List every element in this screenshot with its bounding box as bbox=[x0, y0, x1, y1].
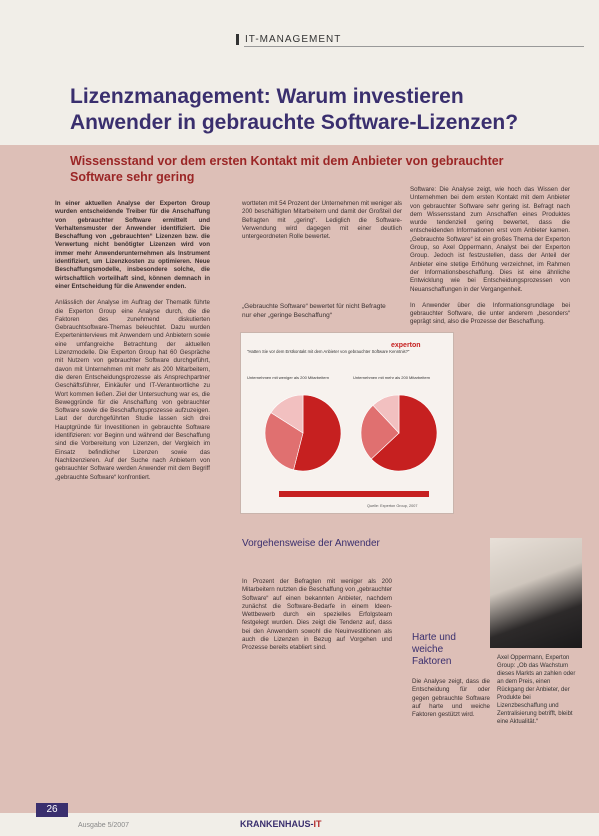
column-3-lower bbox=[412, 678, 490, 727]
publication-logo bbox=[240, 819, 322, 829]
page-number: 26 bbox=[36, 803, 68, 817]
pie-label-right: Unternehmen mit mehr als 200 Mitarbeitern bbox=[353, 375, 431, 380]
subheading-faktoren: Harte und weiche Faktoren bbox=[412, 632, 456, 667]
portrait-photo bbox=[490, 538, 582, 648]
body-paragraph: Software: Die Analyse zeigt, wie hoch das Wissen der Unternehmen bei dem ersten Kontakt mit dem Anbieter von gebrauchter Software sehr gering ist. Befragt nach dem Wissensstand zum Anschaffen eines Produktes wurde tendenziell gering bewertet, dass die entscheidenden Informationen erst vom Anbieter kamen. „Gebrauchte Software“ ist ein großes Thema der Experton Group, so Axel Oppermann, Analyst bei der Experton Group. Jedoch ist festzustellen, dass der Anteil der Anbieter eine stetige Erhöhung verzeichnet, im Rahmen der Informationsbeschaffung. Dies ist eine ähnliche Entwicklung wie bei Entscheidungsprozessen von Neuanschaffungen in der Vergangenheit. bbox=[410, 186, 570, 293]
subheadline: Wissensstand vor dem ersten Kontakt mit dem Anbieter von gebrauchter Software sehr gering bbox=[70, 154, 504, 184]
section-tag: IT-MANAGEMENT bbox=[236, 34, 341, 45]
photo-caption: Axel Oppermann, Experton Group: „Ob das Wachstum dieses Markts an zahlen oder an dem Preis, einen Rückgang der Anbieter, der Produkte bei Lizenzbeschaffung und Zentralisierung betrifft, bleibt eine Aktualität.“ bbox=[497, 655, 576, 725]
body-paragraph: In Prozent der Befragten mit weniger als 200 Mitarbeitern nutzten die Beschaffung von „gebrauchter Software“ auf einen bekannten Anbieter, nachdem zunächst die Software-Bedarfe in einem Ideen-Wettbewerb durch ein spezielles Erfolgsteam festgelegt wurden. Dies zeigt die Tendenz auf, dass bei den Anwendern sowohl die Neuinvestitionen als auch die Lizenzen in Bezug auf Vorgehen und Prozesse bereits etabliert sind. bbox=[242, 578, 392, 652]
header-rule bbox=[244, 46, 584, 47]
brand-suffix: IT bbox=[313, 819, 322, 829]
chart-title: "Hatten Sie vor dem Erstkontakt mit dem Anbieter von gebrauchter Software Kenntnis?" bbox=[247, 349, 410, 354]
column-1 bbox=[55, 200, 210, 490]
body-paragraph: In Anwender über die Informationsgrundlage bei gebrauchter Software, die unter anderem „besonders“ geprägt sind, also die Prozesse der Beschaffung. bbox=[410, 301, 570, 326]
pie-label-left: Unternehmen mit weniger als 200 Mitarbeitern bbox=[247, 375, 330, 380]
chart-caption: „Gebrauchte Software“ bewertet für nicht Befragte nur eher „geringe Beschaffung“ bbox=[242, 303, 386, 319]
body-paragraph: Anlässlich der Analyse im Auftrag der Thematik führte die Experton Group eine Analyse durch, die die Faktoren des zunehmend diskutierten Gebrauchtsoftware-Themas beleuchtet. Dazu wurden Experteninterviews mit Anwendern und Anbietern sowie eine umfangreiche Betrachtung der aktuellen Lizenzmodelle. Die Experton Group hat 60 Gespräche mit Nutzern von gebrauchter Software durchgeführt, davon mit Unternehmen mit mehr als 200 Mitarbeitern, die deren Entscheidungsprozesse als Ansprechpartner Geschäftsführer, Einkäufer und IT-Verantwortliche zu Wort kommen ließen. Ziel der Untersuchung war es, die Beweggründe für die Anschaffung von gebrauchter Software sowie die Beschaffungsprozesse aufzuzeigen. Laut der durchgeführten Studie lassen sich drei Hauptgründe für Investitionen in gebrauchte Software identifizieren: vor Beginn und während der Beschaffung sind die Vorbereitung von Lizenzen, der Vergleich im Einsatz befindlicher Lizenzen sowie das Nachlizenzieren. Auf der Suche nach Anbietern von gebrauchter Software werden Anwender mit dem Begriff „gebrauchte Software“ konfrontiert. bbox=[55, 299, 210, 481]
chart-brand: experton bbox=[391, 342, 421, 349]
body-paragraph: Die Analyse zeigt, dass die Entscheidung für oder gegen gebrauchte Software auf harte und weiche Faktoren gestützt wird. bbox=[412, 678, 490, 719]
subheading-vorgehensweise: Vorgehensweise der Anwender bbox=[242, 538, 380, 549]
pie-chart-figure bbox=[240, 332, 454, 514]
body-paragraph: wortteten mit 54 Prozent der Unternehmen mit weniger als 200 beschäftigten Mitarbeitern und damit der Großteil der Befragten mit „gering“. Lediglich die Software-Verwendung wird dagegen mit einer deutlich untergeordneten Rolle bewertet. bbox=[242, 200, 402, 241]
column-2 bbox=[242, 200, 402, 249]
column-3 bbox=[410, 186, 570, 335]
column-2-lower bbox=[242, 578, 392, 661]
chart-svg bbox=[241, 333, 453, 513]
lead-paragraph: In einer aktuellen Analyse der Experton Group wurden entscheidende Treiber für die Anschaffung von gebrauchter Software ermittelt und Verhaltensmuster der Anwender identifiziert. Die Beschaffung von „gebrauchten“ Lizenzen bzw. die Verwertung nicht benötigter Lizenzen wird von immer mehr Anwenderunternehmen als Instrument identifiziert, um Lizenzkosten zu optimieren. Neue Beschaffungsmodelle, insbesondere solche, die wirtschaftlich vorteilhaft sind, können demnach in einer Entscheidung für die Anwender enden. bbox=[55, 200, 210, 290]
headline: Lizenzmanagement: Warum investieren Anwender in gebrauchte Software-Lizenzen? bbox=[70, 85, 519, 134]
brand-prefix: KRANKENHAUS- bbox=[240, 819, 314, 829]
chart-source: Quelle: Experton Group, 2007 bbox=[367, 504, 418, 508]
chart-footer-bar bbox=[279, 491, 429, 497]
issue-label: Ausgabe 5/2007 bbox=[78, 822, 129, 829]
